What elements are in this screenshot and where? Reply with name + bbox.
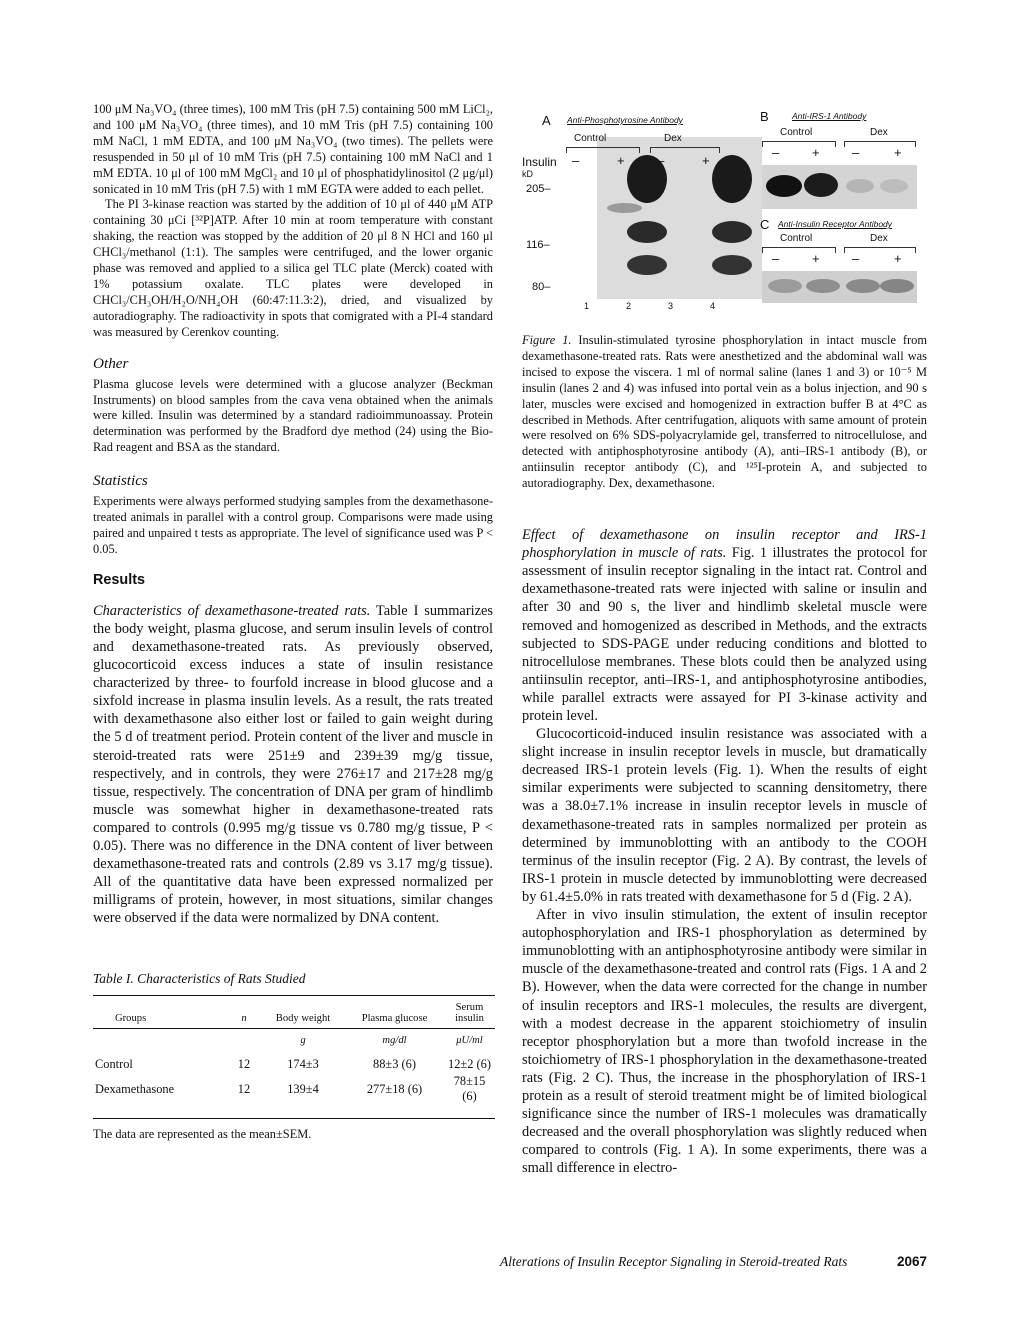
table-unit-cell: [93, 1029, 227, 1057]
table-unit-cell: mg/dl: [382, 1035, 407, 1047]
lane-number: 3: [668, 301, 674, 311]
methods-paragraph-2: The PI 3-kinase reaction was started by the addition of 10 μl of 440 μM ATP containing 30 μCi [³²P]ATP. After 10 min at room temperature with constant shaking, the reaction was stopped by the addition of 20 μl 8 N HCl and 160 μl CHCl₃/methanol (1:1). The samples were centrifuged, and the lower organic phase was removed and applied to a silica gel TLC plate (Merck) coated with 1% potassium oxalate. TLC plates were developed in CHCl₃/CH₃OH/H₂O/NH₄OH (60:47:11.3:2), dried, and visualized by autoradiography. The radioactivity in spots that comigrated with a PI-4 standard was measured by Cerenkov counting.: [93, 197, 493, 339]
heading-other: Other: [93, 354, 129, 372]
table-cell: Control: [95, 1057, 133, 1072]
right-paragraph-1: [522, 526, 927, 725]
blot-band: [712, 155, 752, 203]
heading-statistics: Statistics: [93, 472, 148, 490]
panel-c-dex-label: Dex: [870, 233, 888, 244]
panel-c-title: Anti-Insulin Receptor Antibody: [778, 219, 893, 229]
right-paragraph-3: After in vivo insulin stimulation, the extent of insulin receptor autophosphorylation and IRS-1 phosphorylation as determined by immunoblotting with an antiphosphotyrosine antibody were similar in muscle of the dexamethasone-treated and control rats (Figs. 1 A and 2 B). However, when the data were corrected for the change in number of insulin receptors and IRS-1 molecules, the results are divergent, with a modest decrease in the apparent stoichiometry of insulin receptor phosphorylation but a more than twofold increase in the stoichiometry of IRS-1 phosphorylation in the dexamethasone-treated rats (Fig. 2 C). Thus, the increase in the phosphorylation of IRS-1 protein as a result of steroid treatment might be of limited biological significance since the number of IRS-1 molecules was dramatically decreased and the overall phosphorylation was slightly reduced when compared to controls (Fig. 1 A). In some experiments, there was a small difference in electro-: [522, 907, 927, 1177]
plus-sign: +: [894, 251, 902, 266]
blot-band: [846, 279, 880, 293]
right-run-in-head: Effect of dexamethasone on insulin receptor and IRS-1 phosphorylation in muscle of rats.: [522, 527, 927, 562]
characteristics-table: [93, 995, 495, 1119]
table-cell: 277±18 (6): [366, 1081, 423, 1096]
figure-1-image: [522, 105, 927, 315]
minus-sign: –: [772, 145, 780, 160]
lane-number: 2: [626, 301, 632, 311]
table-cell: 78±15 (6): [453, 1074, 486, 1104]
table-header-cell: Groups: [115, 1013, 147, 1025]
table-header-row: [93, 996, 495, 1029]
lane-number: 1: [584, 301, 590, 311]
left-column: [93, 102, 493, 1142]
table-cell: Dexamethasone: [95, 1081, 175, 1096]
mw-marker: 80–: [532, 281, 551, 293]
panel-c-blot: [762, 271, 917, 303]
table-unit-cell: μU/ml: [456, 1035, 483, 1047]
panel-b-blot: [762, 165, 917, 209]
table-cell: 139±4: [287, 1081, 319, 1096]
table-row: [93, 1073, 495, 1119]
panel-a-label: A: [542, 113, 551, 128]
running-title: Alterations of Insulin Receptor Signaling in Steroid-treated Rats: [500, 1254, 848, 1269]
other-paragraph: Plasma glucose levels were determined with a glucose analyzer (Beckman Instruments) on blood samples from the cava vena obtained when the animals were killed. Insulin was determined by a standard radioimmunoassay. Protein determination was performed by the Bradford dye method (24) using the Bio-Rad reagent and BSA as the standard.: [93, 376, 493, 455]
panel-a-title: Anti-Phosphotyrosine Antibody: [567, 115, 683, 125]
panel-c-control-label: Control: [780, 233, 813, 244]
figure-caption: [522, 333, 927, 492]
blot-band: [712, 221, 752, 243]
plus-sign: +: [617, 153, 625, 168]
plus-sign: +: [812, 251, 820, 266]
table-cell: 174±3: [287, 1057, 319, 1072]
right-paragraph-1-body: Fig. 1 illustrates the protocol for assessment of insulin receptor signaling in the intact rat. Control and dexamethasone-treated rats were injected with saline or insulin and after 30 and 90 s, the liver and hindlimb skeletal muscle were removed and homogenized as described in Methods, and the extracts subjected to SDS-PAGE under reducing conditions and blotted to nitrocellulose membranes. These blots could then be analyzed using antiinsulin receptor, anti–IRS-1, and antiphosphotyrosine antibodies, while parallel extracts were assayed for PI 3-kinase activity and protein level.: [522, 545, 927, 724]
figure-caption-body: Insulin-stimulated tyrosine phosphorylation in intact muscle from dexamethasone-treated rats. Rats were anesthetized and the abdominal wall was incised to expose the viscera. 1 ml of normal saline (lanes 1 and 3) or 10⁻⁵ M insulin (lanes 2 and 4) was infused into portal vein as a bolus injection, and 90 s later, muscles were excised and homogenized in extraction buffer B at 4°C as described in Methods. After centrifugation, aliquots with same amount of protein were resolved on 6% SDS-polyacrylamide gel, transferred to nitrocellulose, and detected with antiphosphotyrosine antibody (A), anti–IRS-1 antibody (B), or antiinsulin receptor antibody (C), and ¹²⁵I-protein A, and subjected to autoradiography. Dex, dexamethasone.: [522, 333, 927, 491]
table-unit-cell: [227, 1029, 261, 1057]
table-header-cell: n: [241, 1013, 247, 1025]
page-number: 2067: [896, 1254, 927, 1269]
methods-paragraph-1: 100 μM Na₃VO₄ (three times), 100 mM Tris (pH 7.5) containing 500 mM LiCl₂, and 100 μM Na₃VO₄ (three times), and 10 mM Tris (pH 7.5) containing 100 mM NaCl, 1 mM EDTA, and 100 μM Na₃VO₄ (two times). The pellets were resuspended in 50 μl of 10 mM Tris (pH 7.5) containing 100 mM NaCl and 1 mM EDTA. 10 μl of 100 mM MgCl₂ and 10 μl of phosphatidylinositol (2 μg/μl) sonicated in 10 mM Tris (pH 7.5) with 1 mM EGTA were added to each pellet.: [93, 102, 493, 196]
blot-band: [768, 279, 802, 293]
results-paragraph: [93, 602, 493, 928]
blot-band: [627, 255, 667, 275]
panel-a-control-label: Control: [574, 133, 607, 144]
insulin-label: Insulin: [522, 155, 557, 169]
plus-sign: +: [894, 145, 902, 160]
table-header-cell: Serum insulin: [455, 1002, 484, 1025]
panel-b-label: B: [760, 109, 769, 124]
table-cell: 88±3 (6): [373, 1057, 416, 1072]
blot-band: [880, 179, 908, 193]
table-cell: 12: [237, 1057, 251, 1072]
table-unit-row: [93, 1029, 495, 1057]
mw-marker: 116–: [526, 239, 550, 251]
panel-a-dex-label: Dex: [664, 133, 682, 144]
figure-caption-title: Figure 1.: [522, 333, 572, 347]
statistics-paragraph: Experiments were always performed studying samples from the dexamethasone-treated animals in parallel with a control group. Comparisons were made using paired and unpaired t tests as appropriate. The level of significance used was P < 0.05.: [93, 494, 493, 556]
kd-label: kD: [522, 169, 533, 179]
minus-sign: –: [772, 251, 780, 266]
blot-band: [627, 221, 667, 243]
panel-b-title: Anti-IRS-1 Antibody: [792, 111, 867, 121]
plus-sign: +: [812, 145, 820, 160]
table-unit-cell: g: [300, 1035, 306, 1047]
minus-sign: –: [852, 145, 860, 160]
blot-band: [766, 175, 802, 197]
heading-results: Results: [93, 571, 145, 588]
page-footer: [500, 1254, 927, 1270]
table-row: [93, 1056, 495, 1073]
table-header-cell: Plasma glucose: [361, 1013, 428, 1025]
blot-band: [712, 255, 752, 275]
panel-b-dex-label: Dex: [870, 127, 888, 138]
right-column: [522, 105, 927, 1177]
plus-sign: +: [702, 153, 710, 168]
results-run-in-head: Characteristics of dexamethasone-treated rats.: [93, 602, 371, 619]
blot-band: [806, 279, 840, 293]
results-body: Table I summarizes the body weight, plasma glucose, and serum insulin levels of control and dexamethasone-treated rats. As previously observed, glucocorticoid excess induces a state of insulin resistance characterized by three- to fourfold increase in blood glucose and a sixfold increase in plasma insulin levels. As a result, the rats treated with dexamethasone also either lost or failed to gain weight during the 5 d of treatment period. Protein content of the liver and muscle in steroid-treated rats were 251±9 and 239±39 mg/g tissue, respectively, and in controls, they were 276±17 and 217±28 mg/g tissue, respectively. The concentration of DNA per gram of hindlimb muscle was somewhat higher in dexamethasone-treated rats compared to controls (0.995 mg/g tissue vs 0.780 mg/g tissue, P < 0.05). There was no difference in the DNA content of liver between dexamethasone-treated rats and controls (2.89 vs 3.17 mg/g tissue). All of the quantitative data have been expressed normalized per milligrams of protein, however, in most situations, similar changes were observed if the data were normalized by DNA content.: [93, 602, 493, 927]
table-cell: 12±2 (6): [448, 1057, 491, 1072]
blot-band: [880, 279, 914, 293]
blot-band: [607, 203, 642, 213]
blot-band: [846, 179, 874, 193]
mw-marker: 205–: [526, 183, 551, 195]
table-cell: 12: [237, 1081, 251, 1096]
panel-c-label: C: [760, 217, 770, 232]
table-header-cell: Body weight: [275, 1013, 331, 1025]
panel-b-control-label: Control: [780, 127, 813, 138]
minus-sign: –: [657, 153, 665, 168]
right-paragraph-2: Glucocorticoid-induced insulin resistance was associated with a slight increase in insulin receptor levels in muscle, but dramatically decreased IRS-1 protein levels (Fig. 1). When the results of eight similar experiments were subjected to scanning densitometry, there was a 38.0±7.1% increase in insulin receptor levels in muscle of dexamethasone-treated rats in samples normalized per protein as determined by immunoblotting with an antibody to the COOH terminus of the insulin receptor (Fig. 2 A). By contrast, the levels of IRS-1 protein in muscle detected by immunoblotting were decreased by 61.4±5.0% in rats treated with dexamethasone for 5 d (Fig. 2 A).: [522, 726, 927, 905]
table-1: [93, 971, 493, 1142]
minus-sign: –: [852, 251, 860, 266]
lane-number: 4: [710, 301, 716, 311]
blot-band: [804, 173, 838, 197]
table-note: The data are represented as the mean±SEM.: [93, 1127, 312, 1142]
minus-sign: –: [572, 153, 580, 168]
table-caption: Table I. Characteristics of Rats Studied: [93, 971, 306, 987]
